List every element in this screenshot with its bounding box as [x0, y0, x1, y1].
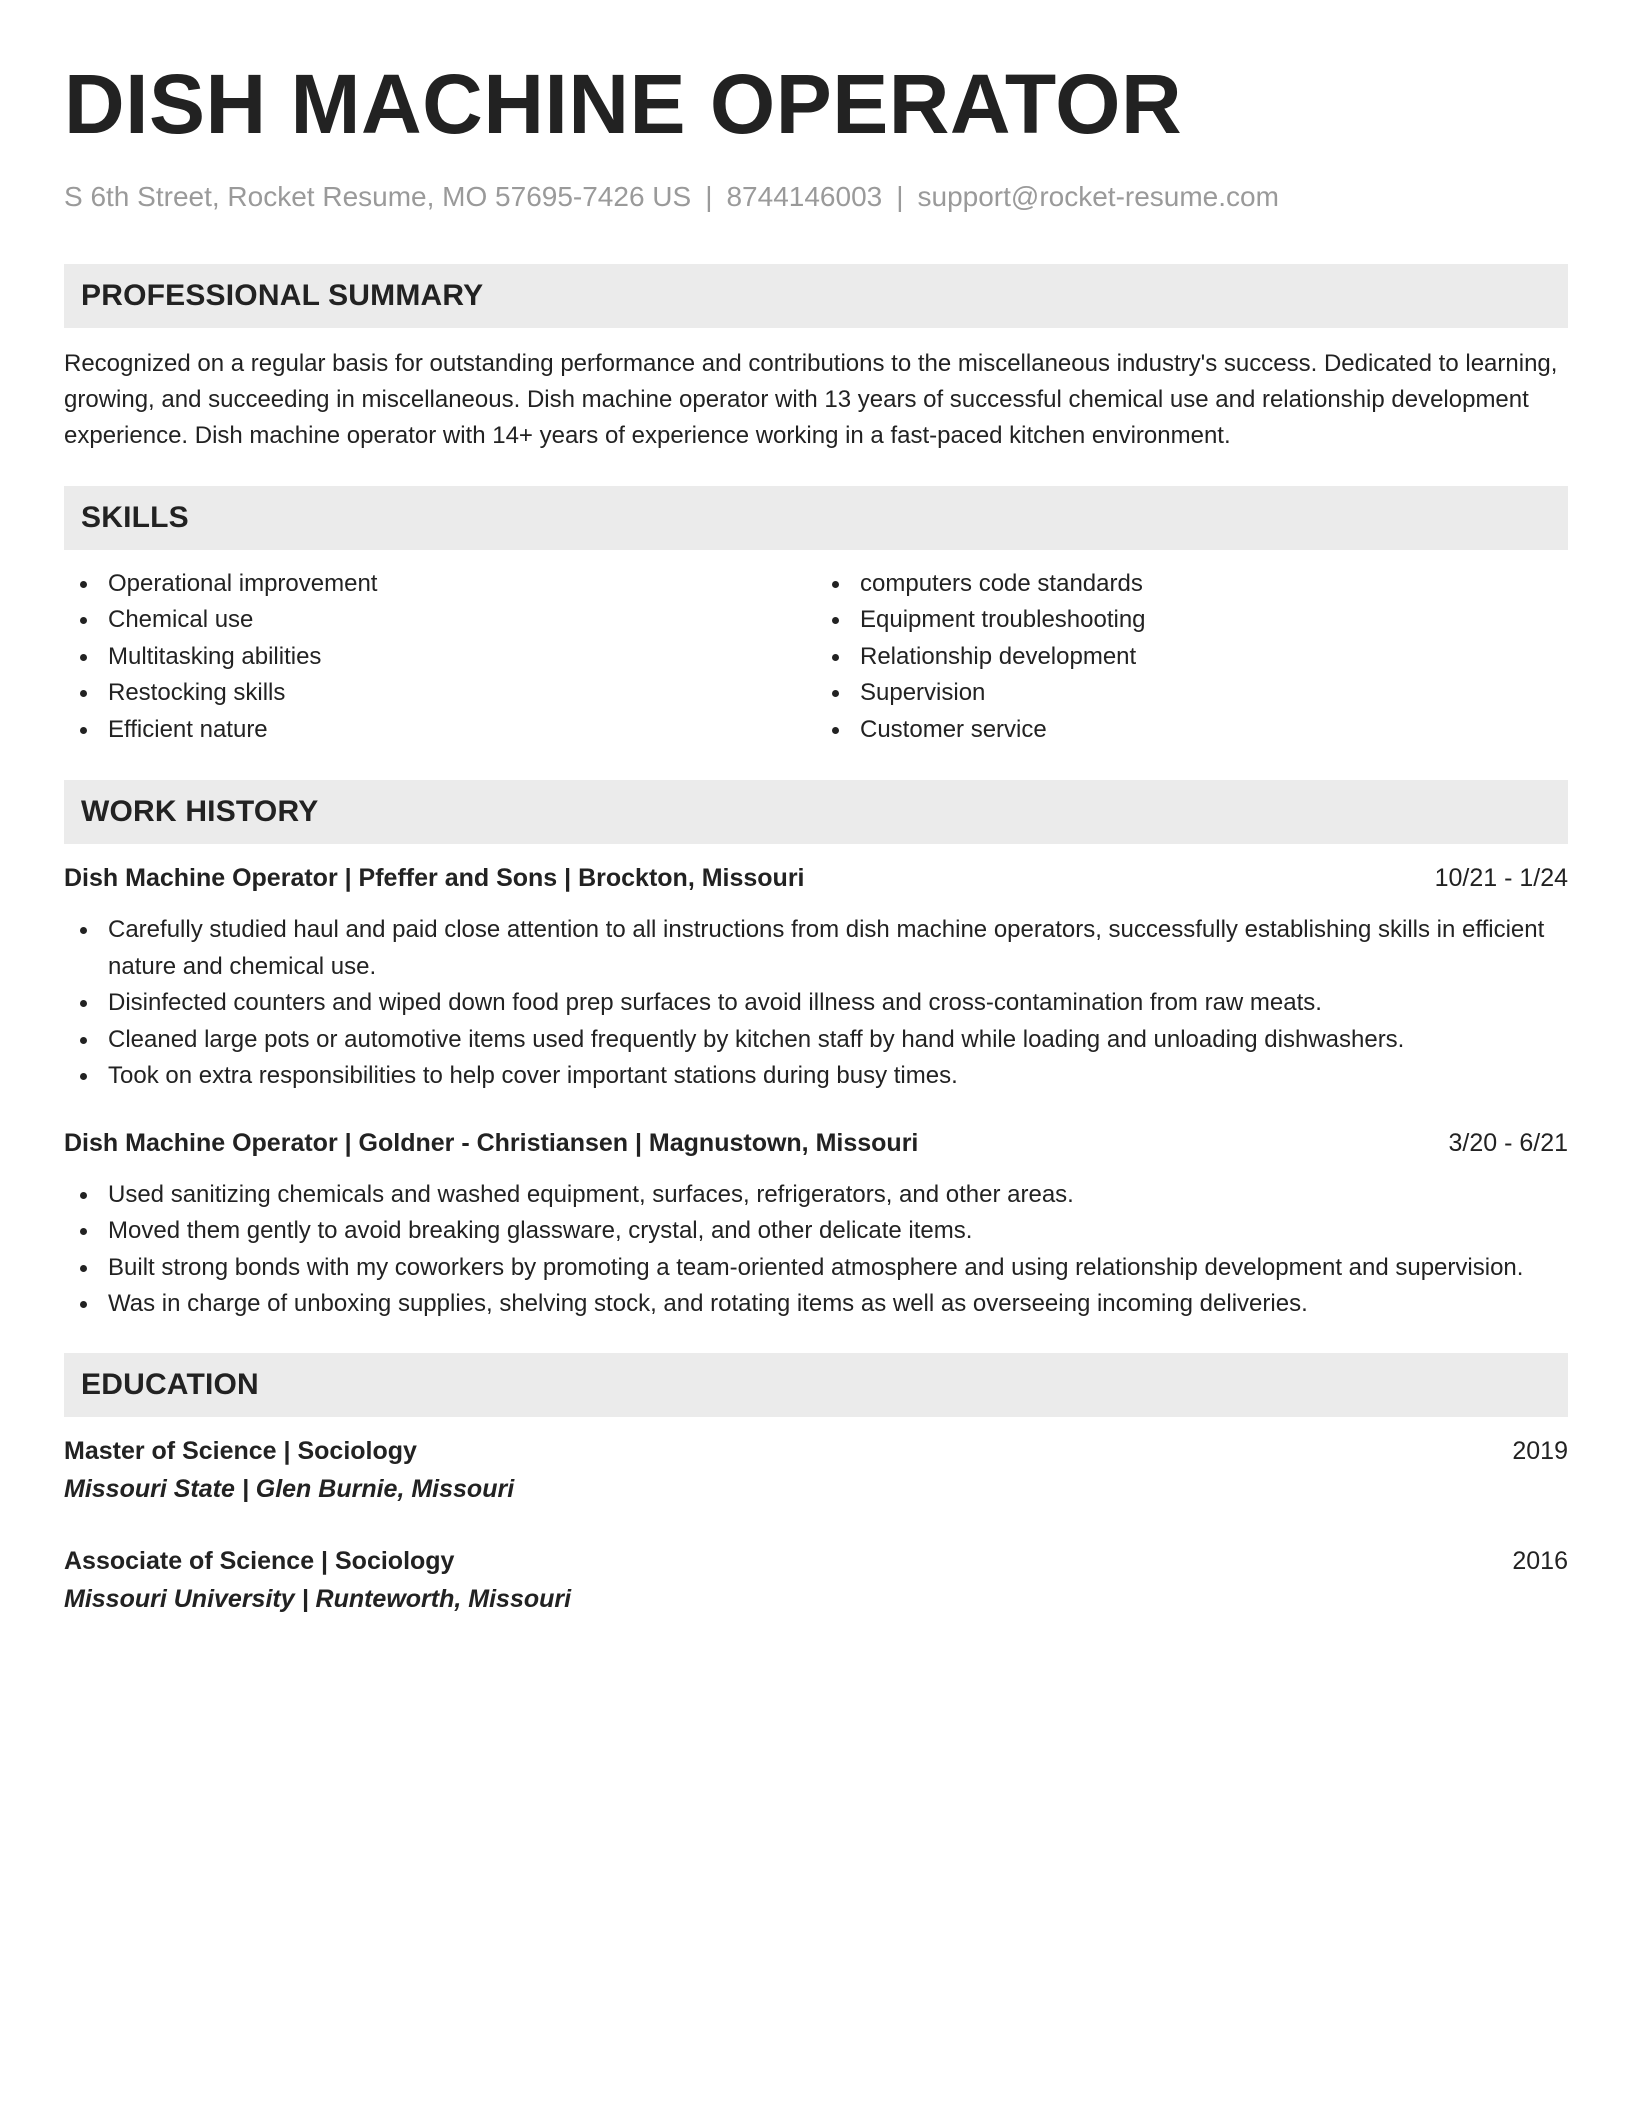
skill-item: Operational improvement: [64, 566, 816, 603]
skills-column-right: [816, 566, 1568, 749]
skill-item: Efficient nature: [64, 712, 816, 749]
skill-item: Relationship development: [816, 639, 1568, 676]
job-title: Dish Machine Operator | Goldner - Christiansen | Magnustown, Missouri: [64, 1128, 919, 1157]
skill-item: Customer service: [816, 712, 1568, 749]
job-bullet: Carefully studied haul and paid close attention to all instructions from dish machine operators, successfully establishing skills in efficient nature and chemical use.: [64, 912, 1568, 985]
section-heading-skills: SKILLS: [64, 486, 1568, 550]
skill-item: Multitasking abilities: [64, 639, 816, 676]
education-school: Missouri State | Glen Burnie, Missouri: [64, 1474, 515, 1503]
education-degree: Associate of Science | Sociology: [64, 1546, 455, 1575]
skill-item: Chemical use: [64, 602, 816, 639]
skill-item: Equipment troubleshooting: [816, 602, 1568, 639]
job-bullet: Was in charge of unboxing supplies, shelving stock, and rotating items as well as overseeing incoming deliveries.: [64, 1286, 1568, 1323]
job-header: [64, 860, 1568, 896]
job-bullets: [64, 912, 1568, 1095]
job-title: Dish Machine Operator | Pfeffer and Sons | Brockton, Missouri: [64, 864, 805, 893]
applicant-name: DISH MACHINE OPERATOR: [64, 57, 1183, 151]
education-entry: [64, 1433, 1568, 1507]
skills-list: [64, 566, 1568, 749]
education-year: 2016: [1512, 1546, 1568, 1575]
job-header: [64, 1125, 1568, 1161]
job-bullet: Moved them gently to avoid breaking glassware, crystal, and other delicate items.: [64, 1213, 1568, 1250]
education-year: 2019: [1512, 1436, 1568, 1465]
education-school: Missouri University | Runteworth, Missouri: [64, 1584, 572, 1613]
skill-item: Supervision: [816, 675, 1568, 712]
skill-item: Restocking skills: [64, 675, 816, 712]
contact-email: support@rocket-resume.com: [917, 181, 1279, 212]
job-bullets: [64, 1177, 1568, 1323]
contact-separator: |: [705, 181, 713, 212]
education-entry: [64, 1543, 1568, 1617]
education-degree: Master of Science | Sociology: [64, 1436, 417, 1465]
section-heading-summary: PROFESSIONAL SUMMARY: [64, 264, 1568, 328]
job-bullet: Built strong bonds with my coworkers by promoting a team-oriented atmosphere and using relationship development and supervision.: [64, 1250, 1568, 1287]
education-header: [64, 1543, 1568, 1579]
job-entry: [64, 1125, 1568, 1323]
contact-line: [64, 180, 1568, 214]
job-bullet: Cleaned large pots or automotive items used frequently by kitchen staff by hand while loading and unloading dishwashers.: [64, 1022, 1568, 1059]
skills-column-left: [64, 566, 816, 749]
contact-phone: 8744146003: [726, 181, 883, 212]
skill-item: computers code standards: [816, 566, 1568, 603]
education-header: [64, 1433, 1568, 1469]
job-bullet: Disinfected counters and wiped down food prep surfaces to avoid illness and cross-contamination from raw meats.: [64, 985, 1568, 1022]
job-dates: 10/21 - 1/24: [1434, 864, 1568, 893]
summary-text: Recognized on a regular basis for outstanding performance and contributions to the miscellaneous industry's success. Dedicated to learning, growing, and succeeding in miscellaneous. Dish machine operator with 13 years of successful chemical use and relationship development experience. Dish machine operator with 14+ years of experience working in a fast-paced kitchen environment.: [64, 349, 1558, 449]
job-bullet: Used sanitizing chemicals and washed equipment, surfaces, refrigerators, and other areas.: [64, 1177, 1568, 1214]
section-heading-education: EDUCATION: [64, 1353, 1568, 1417]
contact-address: S 6th Street, Rocket Resume, MO 57695-7426 US: [64, 181, 692, 212]
job-dates: 3/20 - 6/21: [1448, 1128, 1568, 1157]
section-heading-work-history: WORK HISTORY: [64, 780, 1568, 844]
job-entry: [64, 860, 1568, 1095]
contact-separator: |: [896, 181, 904, 212]
job-bullet: Took on extra responsibilities to help cover important stations during busy times.: [64, 1058, 1568, 1095]
